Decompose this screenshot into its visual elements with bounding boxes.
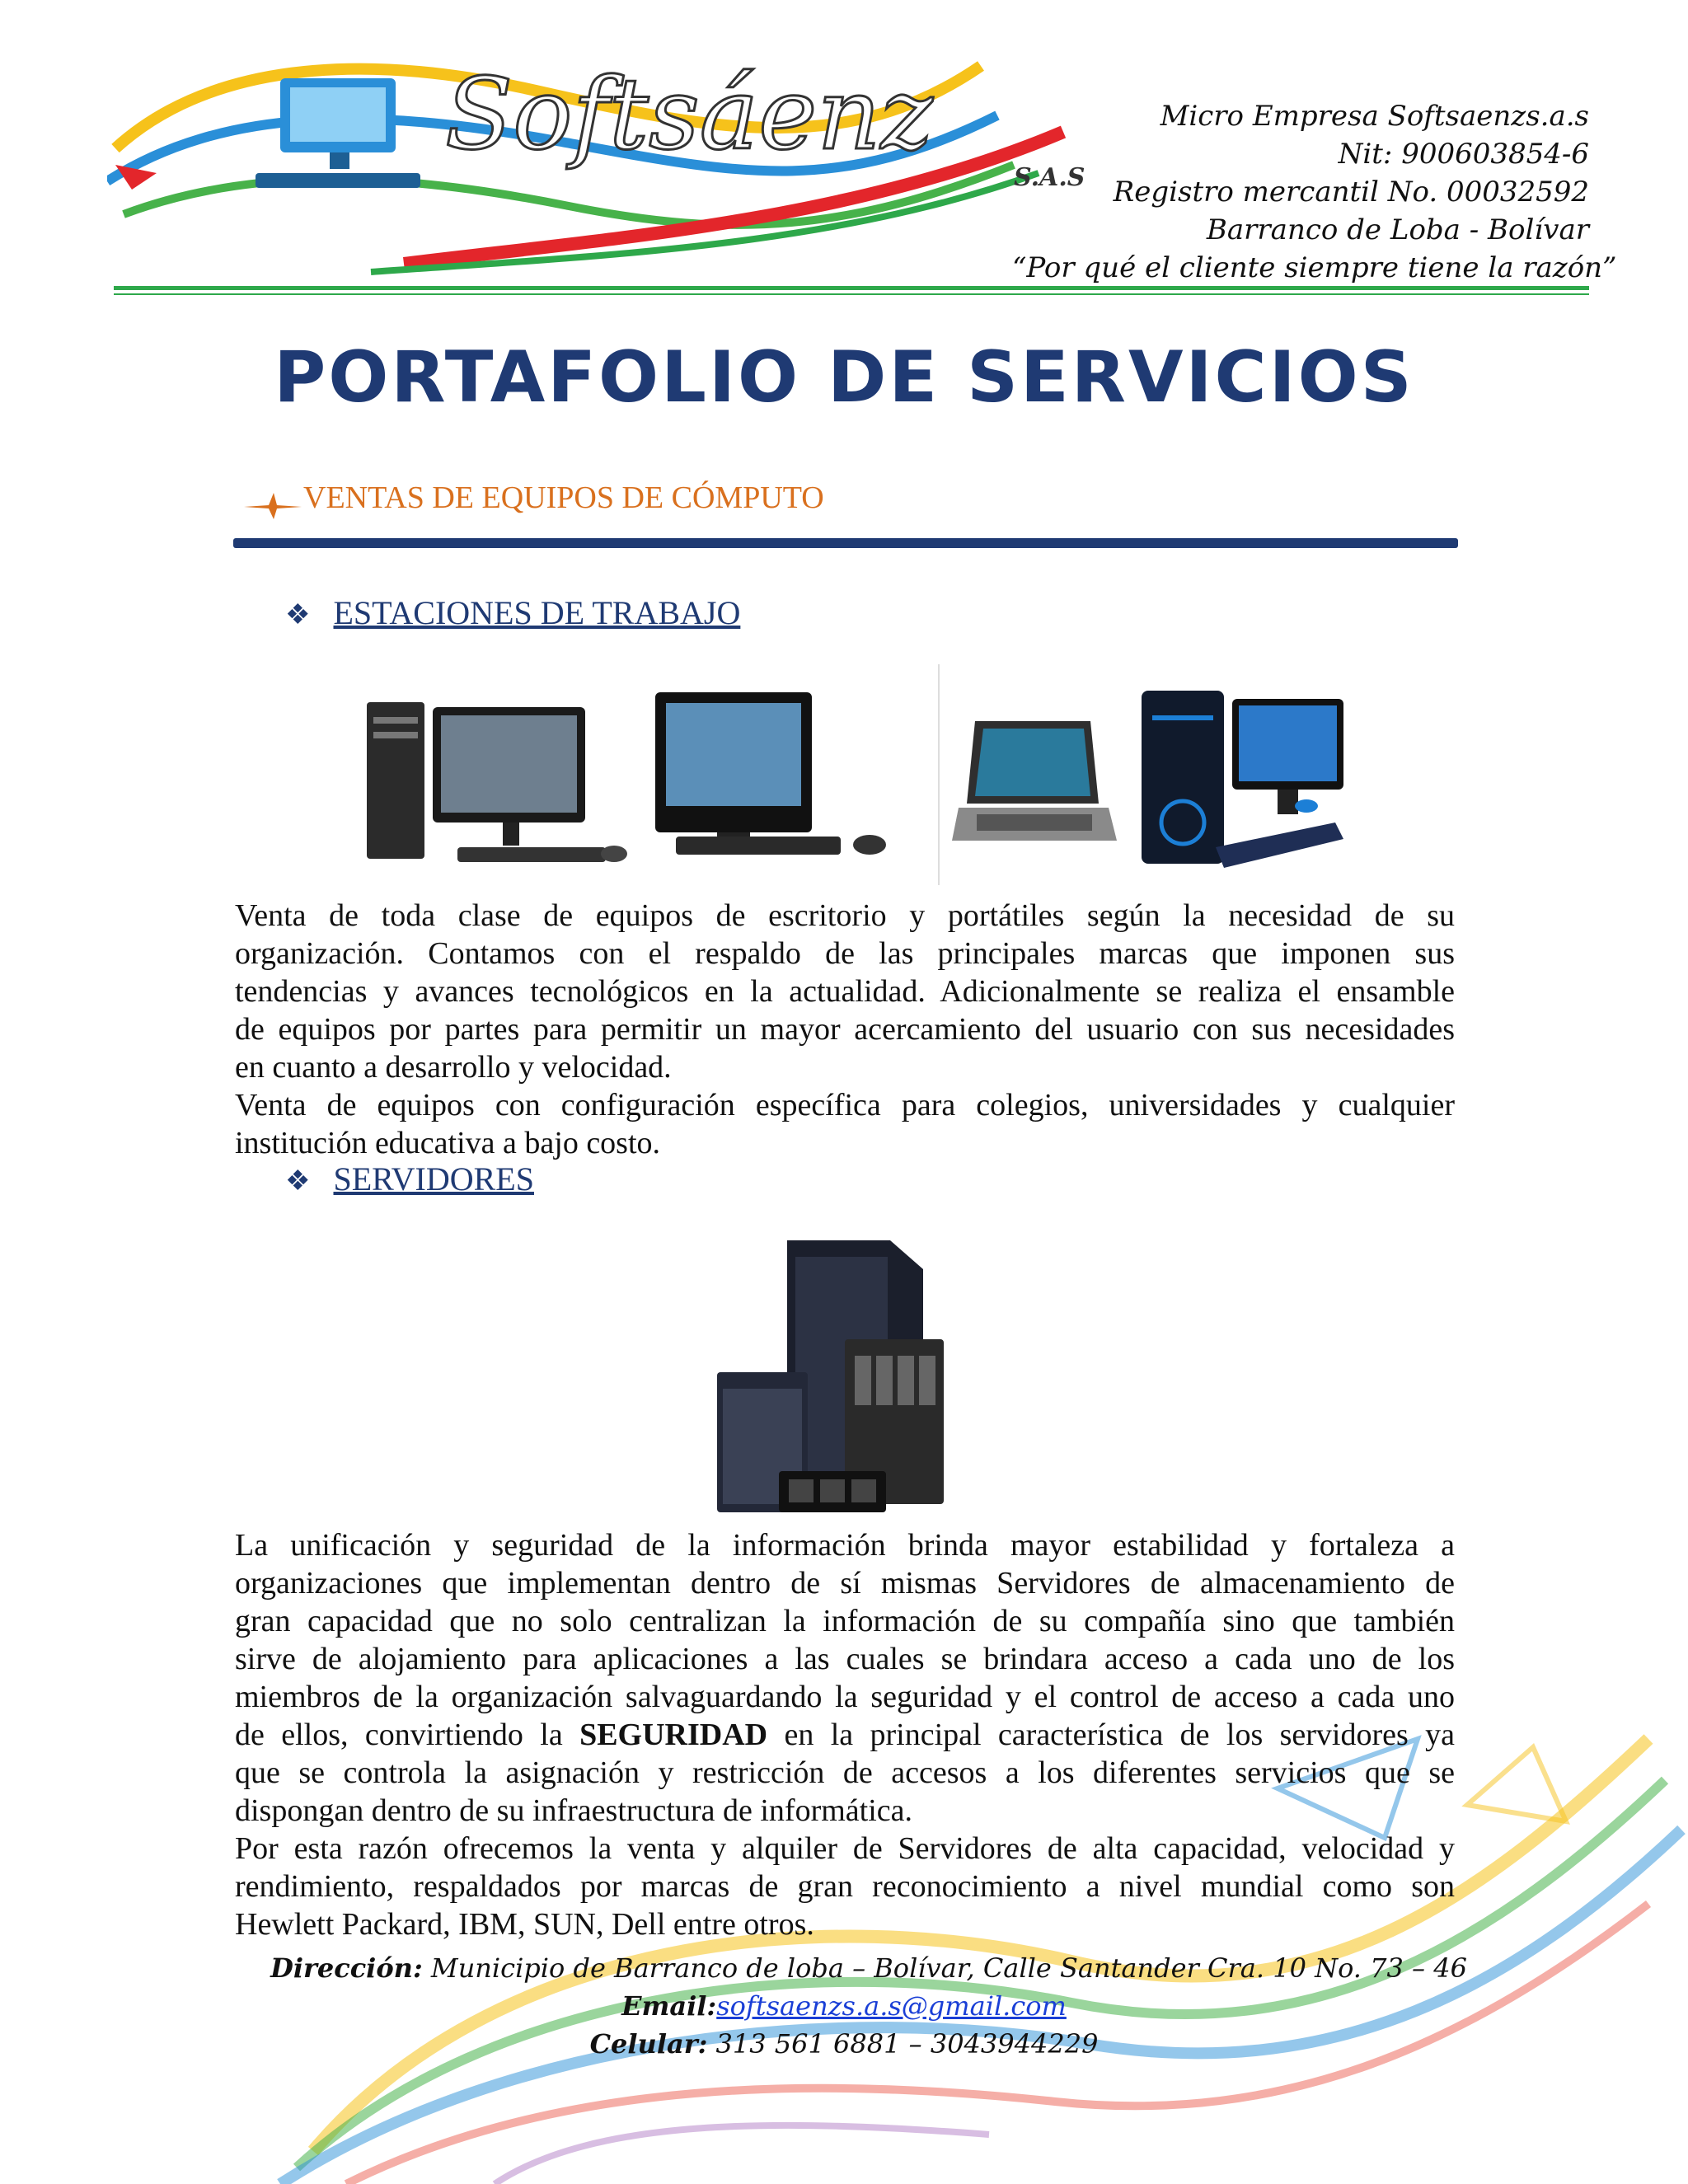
company-location: Barranco de Loba - Bolívar	[1206, 213, 1589, 246]
diamond-bullet-icon: ❖	[285, 1166, 311, 1197]
text-line: organización. Contamos con el respaldo de las principales marcas que imponen sus	[235, 936, 1455, 971]
text-line: que se controla la asignación y restricción de accesos a los diferentes servicios que se	[235, 1755, 1455, 1790]
address-value: Municipio de Barranco de loba – Bolívar, Calle Santander Cra. 10 No. 73 – 46	[422, 1952, 1467, 1984]
email-label: Email:	[621, 1990, 717, 2022]
text-line: Hewlett Packard, IBM, SUN, Dell entre otros.	[235, 1907, 814, 1942]
address-label: Dirección:	[270, 1952, 423, 1984]
company-slogan: “Por qué el cliente siempre tiene la razón”	[1012, 251, 1617, 284]
logo-suffix: S.A.S	[1014, 163, 1085, 192]
workstations-paragraph	[235, 897, 1455, 1162]
image-separator	[938, 664, 940, 885]
footer-phone	[0, 2025, 1688, 2063]
section-heading: VENTAS DE EQUIPOS DE CÓMPUTO	[303, 480, 824, 515]
email-link[interactable]: softsaenzs.a.s@gmail.com	[716, 1990, 1067, 2022]
logo-text: Softsáenz	[445, 58, 933, 172]
line-after-bold: en la principal característica de los servidores ya	[784, 1718, 1456, 1752]
desktop-pc-image	[359, 692, 639, 865]
servers-heading-row	[285, 1160, 534, 1198]
laptop-image	[952, 717, 1117, 853]
text-line: dispongan dentro de su infraestructura de informática.	[235, 1793, 912, 1828]
company-registry: Registro mercantil No. 00032592	[1113, 176, 1589, 209]
text-line	[235, 1716, 1455, 1754]
text-line: rendimiento, respaldados por marcas de gran reconocimiento a nivel mundial como son	[235, 1869, 1455, 1904]
text-line: Venta de toda clase de equipos de escritorio y portátiles según la necesidad de su	[235, 898, 1455, 933]
text-line: sirve de alojamiento para aplicaciones a las cuales se brindara acceso a cada uno de los	[235, 1642, 1455, 1676]
header-green-rule	[114, 286, 1589, 290]
workstations-heading-row	[285, 593, 740, 632]
company-info	[1012, 97, 1617, 287]
text-line: en cuanto a desarrollo y velocidad.	[235, 1050, 672, 1085]
company-logo	[107, 16, 1088, 297]
servers-paragraph	[235, 1526, 1455, 1943]
company-name: Micro Empresa Softsaenzs.a.s	[1160, 100, 1589, 133]
phone-label: Celular:	[589, 2028, 708, 2060]
section-divider	[233, 538, 1458, 548]
all-in-one-pc-image	[651, 688, 898, 861]
star-bullet-icon	[244, 491, 302, 519]
header-green-rule-thin	[114, 293, 1589, 295]
diamond-bullet-icon: ❖	[285, 600, 311, 630]
text-line: de equipos por partes para permitir un mayor acercamiento del usuario con sus necesidades	[235, 1012, 1455, 1047]
page-title: PORTAFOLIO DE SERVICIOS	[274, 336, 1414, 419]
security-keyword: SEGURIDAD	[579, 1718, 768, 1752]
text-line: organizaciones que implementan dentro de sí mismas Servidores de almacenamiento de	[235, 1566, 1455, 1601]
text-line: Por esta razón ofrecemos la venta y alquiler de Servidores de alta capacidad, velocidad y	[235, 1831, 1455, 1866]
line-before-bold: de ellos, convirtiendo la	[235, 1718, 563, 1752]
gaming-pc-image	[1137, 682, 1352, 888]
servers-image	[713, 1232, 985, 1521]
text-line: gran capacidad que no solo centralizan la información de su compañía sino que también	[235, 1604, 1455, 1638]
footer-email	[0, 1987, 1688, 2025]
servers-heading: SERVIDORES	[333, 1160, 534, 1197]
text-line: Venta de equipos con configuración específica para colegios, universidades y cualquier	[235, 1088, 1455, 1122]
footer-address	[0, 1949, 1688, 1987]
text-line: tendencias y avances tecnológicos en la actualidad. Adicionalmente se realiza el ensamble	[235, 974, 1455, 1009]
footer	[0, 1949, 1688, 2063]
text-line: La unificación y seguridad de la información brinda mayor estabilidad y fortaleza a	[235, 1528, 1455, 1563]
text-line: institución educativa a bajo costo.	[235, 1126, 661, 1160]
phone-value: 313 561 6881 – 3043944229	[707, 2028, 1099, 2060]
workstations-heading: ESTACIONES DE TRABAJO	[333, 594, 741, 631]
text-line: miembros de la organización salvaguardando la seguridad y el control de acceso a cada uno	[235, 1680, 1455, 1714]
company-nit: Nit: 900603854-6	[1338, 138, 1589, 171]
